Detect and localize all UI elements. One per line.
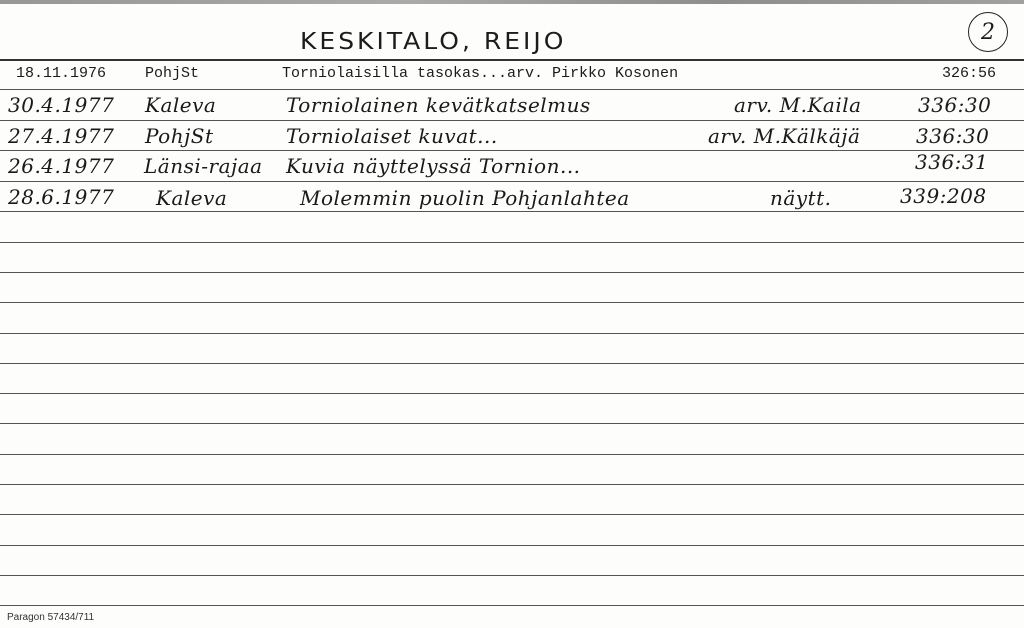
rule-line	[0, 272, 1024, 273]
card-print-code: Paragon 57434/711	[7, 612, 95, 623]
entry-source: Länsi-rajaa	[144, 154, 263, 178]
entry-ref: 339:208	[900, 184, 987, 208]
rule-line	[0, 575, 1024, 576]
rule-line	[0, 150, 1024, 151]
entry-reviewer: arv. M.Kälkäjä	[708, 124, 861, 148]
entry-title: Torniolaisilla tasokas...arv. Pirkko Kosonen	[282, 65, 679, 82]
rule-line	[0, 89, 1024, 90]
card-number-circle: 2	[968, 12, 1008, 52]
rule-line	[0, 302, 1024, 303]
entry-date: 26.4.1977	[8, 154, 115, 178]
entry-title: Torniolainen kevätkatselmus	[286, 93, 591, 117]
entry-ref: 326:56	[942, 65, 997, 82]
entry-ref: 336:31	[915, 150, 989, 174]
entry-source: PohjSt	[145, 124, 214, 148]
entry-source: Kaleva	[145, 93, 217, 117]
rule-line	[0, 120, 1024, 121]
rule-line	[0, 393, 1024, 394]
rule-line	[0, 242, 1024, 243]
entry-date: 27.4.1977	[8, 124, 115, 148]
entry-source: Kaleva	[156, 186, 228, 210]
entry-source: PohjSt	[145, 65, 200, 82]
rule-line	[0, 454, 1024, 455]
entry-date: 28.6.1977	[8, 185, 115, 209]
entry-date: 30.4.1977	[8, 93, 115, 117]
entry-date: 18.11.1976	[16, 65, 107, 82]
rule-line	[0, 514, 1024, 515]
entry-title: Torniolaiset kuvat...	[286, 124, 498, 148]
top-edge-scan-artifact	[0, 0, 1024, 4]
rule-line	[0, 423, 1024, 424]
rule-line	[0, 363, 1024, 364]
rule-line	[0, 484, 1024, 485]
rule-line	[0, 181, 1024, 182]
rule-line	[0, 545, 1024, 546]
entry-ref: 336:30	[916, 124, 990, 148]
rule-line	[0, 605, 1024, 606]
card-name-heading: KESKITALO, REIJO	[300, 28, 567, 55]
entry-reviewer: arv. M.Kaila	[734, 93, 862, 117]
entry-title: Molemmin puolin Pohjanlahtea	[300, 186, 630, 210]
rule-line	[0, 333, 1024, 334]
entry-title: Kuvia näyttelyssä Tornion...	[286, 154, 581, 178]
rule-line	[0, 211, 1024, 212]
entry-reviewer: näytt.	[770, 186, 832, 210]
rule-line	[0, 59, 1024, 61]
entry-ref: 336:30	[918, 93, 992, 117]
